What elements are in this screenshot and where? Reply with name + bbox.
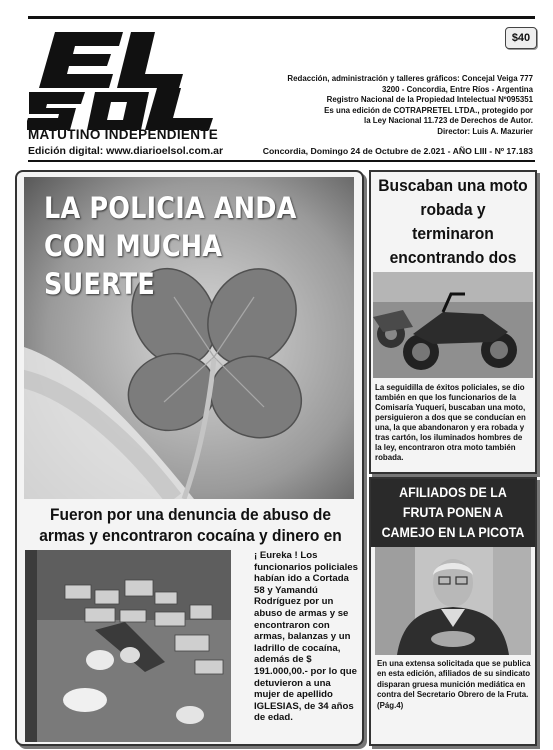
imprint-line: la Ley Nacional 11.723 de Derechos de Autor. xyxy=(364,116,533,126)
el-sol-logo xyxy=(27,30,217,130)
fruit-union-story-box xyxy=(369,477,537,746)
imprint-line: Redacción, administración y talleres gráficos: Concejal Veiga 777 xyxy=(287,74,533,83)
tagline: MATUTINO INDEPENDIENTE xyxy=(28,127,219,142)
main-story-box xyxy=(15,170,364,746)
imprint-line: Director: Luis A. Mazurier xyxy=(437,126,533,136)
motorcycle-story-body: La seguidilla de éxitos policiales, se dio también en que los funcionarios de la Comisaría Yuquerí, buscaban una moto, persiguieron a dos que se conducían en una, la que abandonaron y era robada y tras cartón, los iluminados hombres de la ley, encontraron otra moto también robada. xyxy=(375,383,526,462)
main-headline xyxy=(44,189,317,303)
digital-edition-url[interactable]: Edición digital: www.diarioelsol.com.ar xyxy=(28,145,224,157)
price-tag: $40 xyxy=(505,27,537,49)
story-body: ¡ Eureka ! Los funcionarios policiales habían ido a Cortada 58 y Yamandú Rodríguez por un abuso de armas y se encontraron con armas, balanzas y un ladrillo de cocaína, además de $ 191.000,00.- por lo que detuvieron a una mujer de apellido IGLESIAS, de 34 años de edad. xyxy=(254,550,358,724)
top-rule xyxy=(28,16,535,19)
motorcycle-photo xyxy=(373,272,533,378)
camejo-photo xyxy=(375,547,531,655)
main-headline-line: LA POLICIA ANDA xyxy=(44,191,297,225)
clover-photo xyxy=(24,177,354,499)
masthead-rule xyxy=(28,160,535,162)
main-headline-line: CON MUCHA SUERTE xyxy=(44,229,223,301)
imprint-line: 3200 - Concordia, Entre Ríos - Argentina xyxy=(382,84,533,94)
fruit-union-story-title: AFILIADOS DE LA FRUTA PONEN A CAMEJO EN LA PICOTA xyxy=(381,485,525,540)
dateline: Concordia, Domingo 24 de Octubre de 2.021 - AÑO LIII - Nº 17.183 xyxy=(262,146,533,156)
seized-items-photo xyxy=(25,550,231,742)
motorcycles-image xyxy=(373,272,533,378)
motorcycle-story-box xyxy=(369,170,537,474)
seized-items-image xyxy=(25,550,231,742)
man-portrait-image xyxy=(375,547,531,655)
story-title: Fueron por una denuncia de abuso de armas y encontraron cocaína y dinero en xyxy=(39,506,342,545)
fruit-union-story-body: En una extensa solicitada que se publica en esta edición, afiliados de su sindicato disparan gruesa munición mediática en contra del Secretario Obrero de la Fruta. (Pág.4) xyxy=(377,659,531,710)
imprint-line: Es una edición de COTRAPRETEL LTDA., protegido por xyxy=(324,105,533,115)
motorcycle-story-title: Buscaban una moto robada y terminaron encontrando dos xyxy=(378,176,528,267)
imprint-line: Registro Nacional de la Propiedad Intelectual Nº095351 xyxy=(326,95,533,105)
imprint xyxy=(263,74,533,138)
